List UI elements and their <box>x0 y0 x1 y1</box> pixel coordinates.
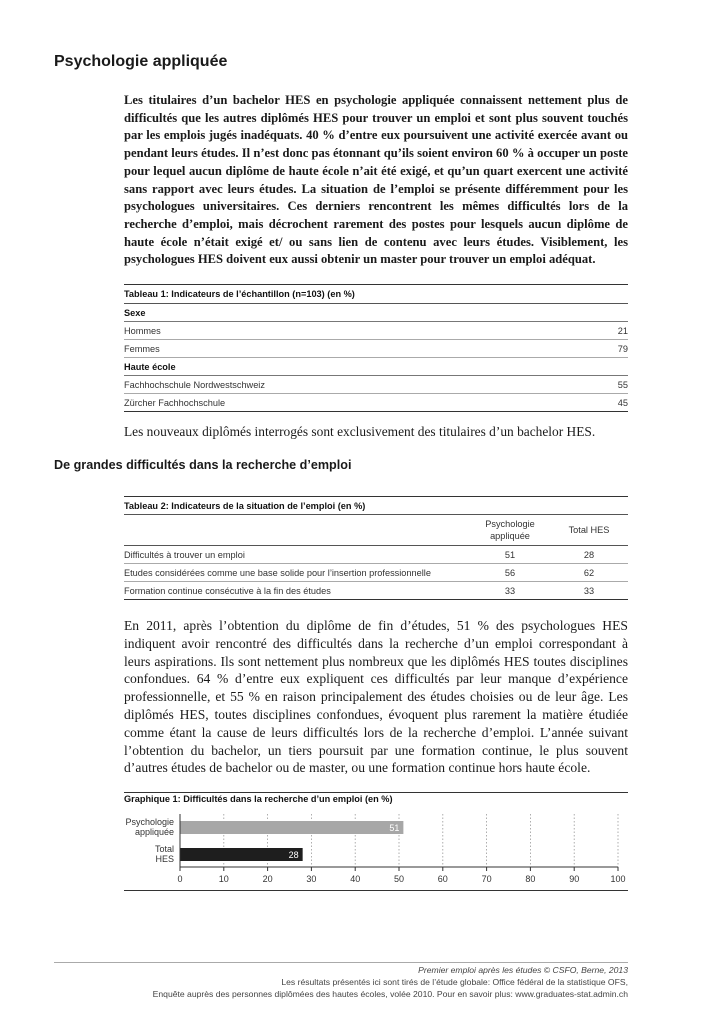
column-header-psychologie <box>470 515 550 546</box>
table1-group-school: Haute école <box>124 358 628 376</box>
column-header-total: Total HES <box>550 515 628 546</box>
row-value: 21 <box>584 322 628 340</box>
lead-paragraph: Les titulaires d’un bachelor HES en psychologie appliquée connaissent nettement plus de difficultés que les autres diplômés HES pour trouver un emploi et sont plus souvent touchés par les emplois jugés inadéquats. 40 % d’entre eux poursuivent une activité exercée avant ou pendant leurs études. Il n’est donc pas étonnant qu’ils soient environ 60 % à occuper un poste pour lequel aucun diplôme de haute école n’ait été exigé, et qu’un quart exercent une activité sans rapport avec leurs études. La situation de l’emploi se présente différemment pour les psychologues universitaires. Ces derniers rencontrent les mêmes difficultés lors de la recherche d’emploi, mais décrochent rarement des postes pour lesquels aucun diplôme de haute école n’était exigé et/ ou sans lien de contenu avec leurs études. Visiblement, les psychologues HES doivent eux aussi obtenir un master pour trouver un emploi adéquat. <box>124 93 628 267</box>
x-tick-label: 60 <box>437 874 448 884</box>
table-row <box>124 582 628 600</box>
table2-caption: Tableau 2: Indicateurs de la situation de l’emploi (en %) <box>124 497 628 515</box>
chart-title: Graphique 1: Difficultés dans la recherche d’un emploi (en %) <box>124 794 393 804</box>
table1-group-sex: Sexe <box>124 304 628 322</box>
category-label: Total HES <box>154 844 174 864</box>
table-row <box>124 340 628 358</box>
table-row <box>124 546 628 564</box>
column-header-psy-label: Psychologie appliquée <box>485 519 535 541</box>
x-tick-label: 80 <box>525 874 536 884</box>
section-title: Psychologie appliquée <box>54 53 228 70</box>
row-value: 45 <box>584 394 628 412</box>
row-value-total: 62 <box>550 564 628 582</box>
chart-top-rule <box>124 792 628 793</box>
row-label: Etudes considérées comme une base solide pour l’insertion professionnelle <box>124 564 470 582</box>
footer-rule <box>54 962 628 963</box>
table2-header-empty <box>124 515 470 546</box>
chart-bottom-rule <box>124 890 628 891</box>
sample-note: Les nouveaux diplômés interrogés sont exclusivement des titulaires d’un bachelor HES. <box>124 424 596 439</box>
x-tick-label: 30 <box>306 874 317 884</box>
bar-value-label: 28 <box>288 850 299 860</box>
table-row <box>124 564 628 582</box>
subheading: De grandes difficultés dans la recherche d’emploi <box>54 458 352 472</box>
chart-plot <box>124 810 628 890</box>
row-value-psy: 51 <box>470 546 550 564</box>
footer-survey: Enquête auprès des personnes diplômées des hautes écoles, volée 2010. Pour en savoir plus: www.graduates-stat.admin.ch <box>152 989 628 999</box>
x-tick-label: 40 <box>350 874 361 884</box>
chart-difficulties <box>124 792 628 892</box>
x-tick-label: 0 <box>177 874 183 884</box>
x-tick-label: 50 <box>393 874 405 884</box>
table1-caption: Tableau 1: Indicateurs de l’échantillon (n=103) (en %) <box>124 285 628 304</box>
row-value-total: 28 <box>550 546 628 564</box>
row-label: Formation continue consécutive à la fin des études <box>124 582 470 600</box>
table-row <box>124 394 628 412</box>
row-label: Difficultés à trouver un emploi <box>124 546 470 564</box>
row-value-psy: 56 <box>470 564 550 582</box>
table-row <box>124 322 628 340</box>
bar-value-label: 51 <box>389 823 400 833</box>
category-label: Psychologie appliquée <box>125 817 174 837</box>
x-tick-label: 100 <box>610 874 626 884</box>
chart-bar <box>180 821 403 834</box>
table-row <box>124 376 628 394</box>
row-value-psy: 33 <box>470 582 550 600</box>
x-tick-label: 70 <box>481 874 492 884</box>
row-value: 55 <box>584 376 628 394</box>
body-paragraph: En 2011, après l’obtention du diplôme de fin d’études, 51 % des psychologues HES indiquent avoir rencontré des difficultés dans la recherche d’un emploi correspondant à leurs aspirations. Ils sont nettement plus nombreux que les diplômés HES toutes disciplines confondues. 64 % d’entre eux expliquent ces difficultés par leur manque d’expérience professionnelle, et 55 % en raison principalement des études choisies ou de leur âge. Les diplômés HES, toutes disciplines confondues, évoquent plus rarement la matière étudiée comme étant la cause de leurs difficultés lors de la recherche d’emploi. L’année suivant l’obtention du bachelor, un tiers poursuit par une formation continue, le plus souvent d’autres études de bachelor ou de master, ou une formation continue hors haute école. <box>124 618 628 776</box>
row-value: 79 <box>584 340 628 358</box>
table-employment-indicators <box>124 496 628 600</box>
footer-copyright: Premier emploi après les études © CSFO, Berne, 2013 <box>418 965 628 975</box>
chart-bar <box>180 848 303 861</box>
footer-source: Les résultats présentés ici sont tirés de l’étude globale: Office fédéral de la statistique OFS, <box>281 977 628 987</box>
row-label: Femmes <box>124 340 584 358</box>
x-tick-label: 90 <box>569 874 580 884</box>
row-label: Fachhochschule Nordwestschweiz <box>124 376 584 394</box>
row-label: Hommes <box>124 322 584 340</box>
x-tick-label: 10 <box>218 874 229 884</box>
x-tick-label: 20 <box>262 874 273 884</box>
row-label: Zürcher Fachhochschule <box>124 394 584 412</box>
table-sample-indicators <box>124 284 628 412</box>
row-value-total: 33 <box>550 582 628 600</box>
